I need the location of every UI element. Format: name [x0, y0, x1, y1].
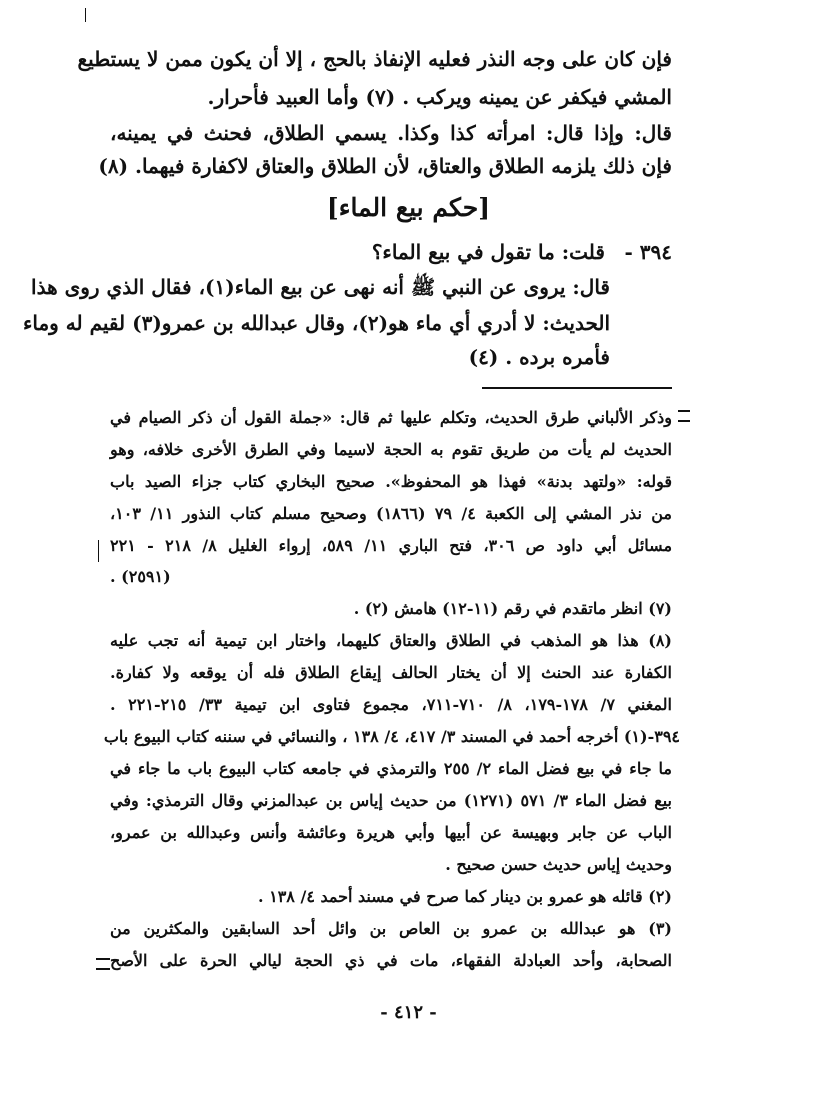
footnote-line: ما جاء في بيع فضل الماء ٢/ ٢٥٥ والترمذي في جامعه كتاب البيوع باب ما جاء في: [110, 759, 673, 778]
footnote-line: المغني ٧/ ١٧٨-١٧٩، ٨/ ٧١٠-٧١١، مجموع فتاوى ابن تيمية ٣٣/ ٢١٥-٢٢١ .: [110, 695, 672, 714]
footnote-line: (٢٥٩١) .: [110, 567, 171, 586]
section-heading: [حكم بيع الماء]: [326, 193, 491, 222]
footnote-line: من نذر المشي إلى الكعبة ٤/ ٧٩ (١٨٦٦) وصحيح مسلم كتاب النذور ١١/ ١٠٣،: [110, 504, 672, 523]
question-line: فأمره برده . (٤): [468, 345, 610, 369]
footnote-line: وذكر الألباني طرق الحديث، وتكلم عليها ثم قال: «جملة القول أن ذكر الصيام في: [110, 408, 672, 427]
question-number: ٣٩٤ -: [624, 240, 672, 264]
continuation-mark: [96, 958, 110, 970]
footnote-line: قوله: «ولتهد بدنة» فهذا هو المحفوظ». صحيح البخاري كتاب جزاء الصيد باب: [110, 472, 672, 491]
footnote-line: (٧) انظر ماتقدم في رقم (١١-١٢) هامش (٢) .: [353, 599, 672, 618]
footnote-line: بيع فضل الماء ٣/ ٥٧١ (١٢٧١) من حديث إياس بن عبدالمزني وقال الترمذي: وفي: [110, 791, 672, 810]
footnote-line: الكفارة عند الحنث إلا أن يختار الحالف إيقاع الطلاق فله أن يوقعه ولا كفارة.: [110, 663, 672, 682]
footnote-line: الحديث لم يأت من طريق تقوم به الحجة لاسيما وفي الطرق الأخرى خلافه، وهو: [110, 440, 673, 459]
footnote-line: (٢) قائله هو عمرو بن دينار كما صرح في مسند أحمد ٤/ ١٣٨ .: [257, 887, 672, 906]
question-line: قلت: ما تقول في بيع الماء؟: [371, 240, 605, 264]
footnote-line: مسائل أبي داود ص ٣٠٦، فتح الباري ١١/ ٥٨٩، إرواء الغليل ٨/ ٢١٨ - ٢٢١: [110, 536, 673, 555]
footnote-line: وحديث إياس حديث حسن صحيح .: [445, 855, 672, 874]
footnote-line: ٣٩٤-(١) أخرجه أحمد في المسند ٣/ ٤١٧، ٤/ ١٣٨ ، والنسائي في سننه كتاب البيوع باب: [103, 727, 680, 746]
page-number: - ٤١٢ -: [380, 1002, 437, 1023]
body-line: قال: وإذا قال: امرأته كذا وكذا. يسمي الطلاق، فحنث في يمينه،: [110, 121, 672, 145]
body-line: المشي فيكفر عن يمينه ويركب . (٧) وأما العبيد فأحرار.: [207, 85, 672, 109]
question-line: الحديث: لا أدري أي ماء هو(٢)، وقال عبدالله بن عمرو(٣) لقيم له وماء: [22, 311, 610, 335]
footnote-separator: [482, 387, 672, 389]
footnote-line: الباب عن جابر وبهيسة عن أبيها وأبي هريرة وعائشة وأنس وعبدالله بن عمرو،: [110, 823, 672, 842]
footnote-line: (٣) هو عبدالله بن عمرو بن العاص بن وائل أحد السابقين والمكثرين من: [110, 919, 672, 938]
scan-mark: [85, 8, 86, 22]
question-line: قال: يروى عن النبي ﷺ أنه نهى عن بيع الماء(١)، فقال الذي روى هذا: [31, 275, 610, 299]
continuation-mark: [678, 410, 690, 422]
footnote-line: (٨) هذا هو المذهب في الطلاق والعتاق كليهما، واختار ابن تيمية أنه تجب عليه: [110, 631, 672, 650]
body-line: فإن كان على وجه النذر فعليه الإنفاذ بالحج ، إلا أن يكون ممن لا يستطيع: [77, 47, 672, 71]
footnote-line: الصحابة، وأحد العبادلة الفقهاء، مات في ذي الحجة ليالي الحرة على الأصح: [110, 951, 672, 970]
scan-mark: [98, 540, 99, 562]
body-line: فإن ذلك يلزمه الطلاق والعتاق، لأن الطلاق والعتاق لاكفارة فيهما. (٨): [98, 154, 672, 178]
